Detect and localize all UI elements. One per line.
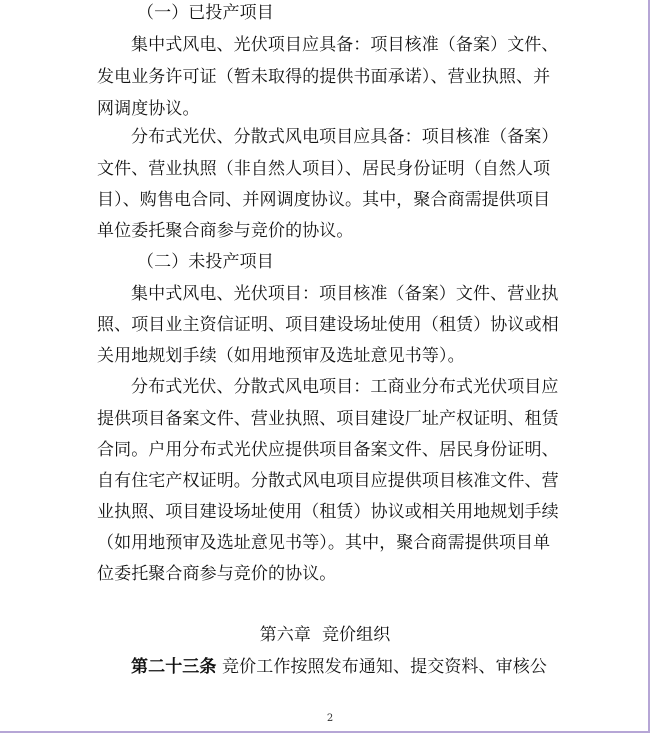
paragraph-line: 文件、营业执照（非自然人项目）、居民身份证明（自然人项 (97, 159, 551, 179)
paragraph-line: 发电业务许可证（暂未取得的提供书面承诺）、营业执照、并 (97, 67, 551, 87)
paragraph-line: 提供项目备案文件、营业执照、项目建设厂址产权证明、租赁 (97, 409, 559, 429)
paragraph-line: 自有住宅产权证明。分散式风电项目应提供项目核准文件、营 (97, 471, 559, 491)
section-heading-not-commissioned: （二）未投产项目 (137, 252, 274, 272)
paragraph-line: 关用地规划手续（如用地预审及选址意见书等）。 (97, 346, 465, 366)
paragraph-line: 分布式光伏、分散式风电项目应具备：项目核准（备案） (131, 127, 559, 147)
paragraph-line: （如用地预审及选址意见书等）。其中，聚合商需提供项目单 (97, 533, 551, 553)
paragraph-line: 集中式风电、光伏项目应具备：项目核准（备案）文件、 (131, 35, 559, 55)
paragraph-line: 分布式光伏、分散式风电项目：工商业分布式光伏项目应 (131, 377, 559, 397)
paragraph-line: 合同。户用分布式光伏应提供项目备案文件、居民身份证明、 (97, 440, 559, 460)
paragraph-line: 集中式风电、光伏项目：项目核准（备案）文件、营业执 (131, 284, 559, 304)
page-number: 2 (326, 713, 334, 724)
paragraph-line: 目）、购售电合同、并网调度协议。其中，聚合商需提供项目 (97, 190, 551, 210)
paragraph-line: 网调度协议。 (97, 99, 200, 119)
paragraph-line: 位委托聚合商参与竞价的协议。 (97, 564, 337, 584)
paragraph-line: 业执照、项目建设场址使用（租赁）协议或相关用地规划手续 (97, 502, 559, 522)
paragraph-line: 照、项目业主资信证明、项目建设场址使用（租赁）协议或相 (97, 315, 559, 335)
paragraph-line: 单位委托聚合商参与竞价的协议。 (97, 221, 354, 241)
chapter-title: 第六章 竞价组织 (259, 625, 391, 645)
article-paragraph (131, 656, 547, 678)
article-text: 竞价工作按照发布通知、提交资料、审核公 (222, 657, 547, 677)
section-heading-commissioned: （一）已投产项目 (137, 3, 274, 23)
article-label: 第二十三条 (131, 657, 217, 677)
